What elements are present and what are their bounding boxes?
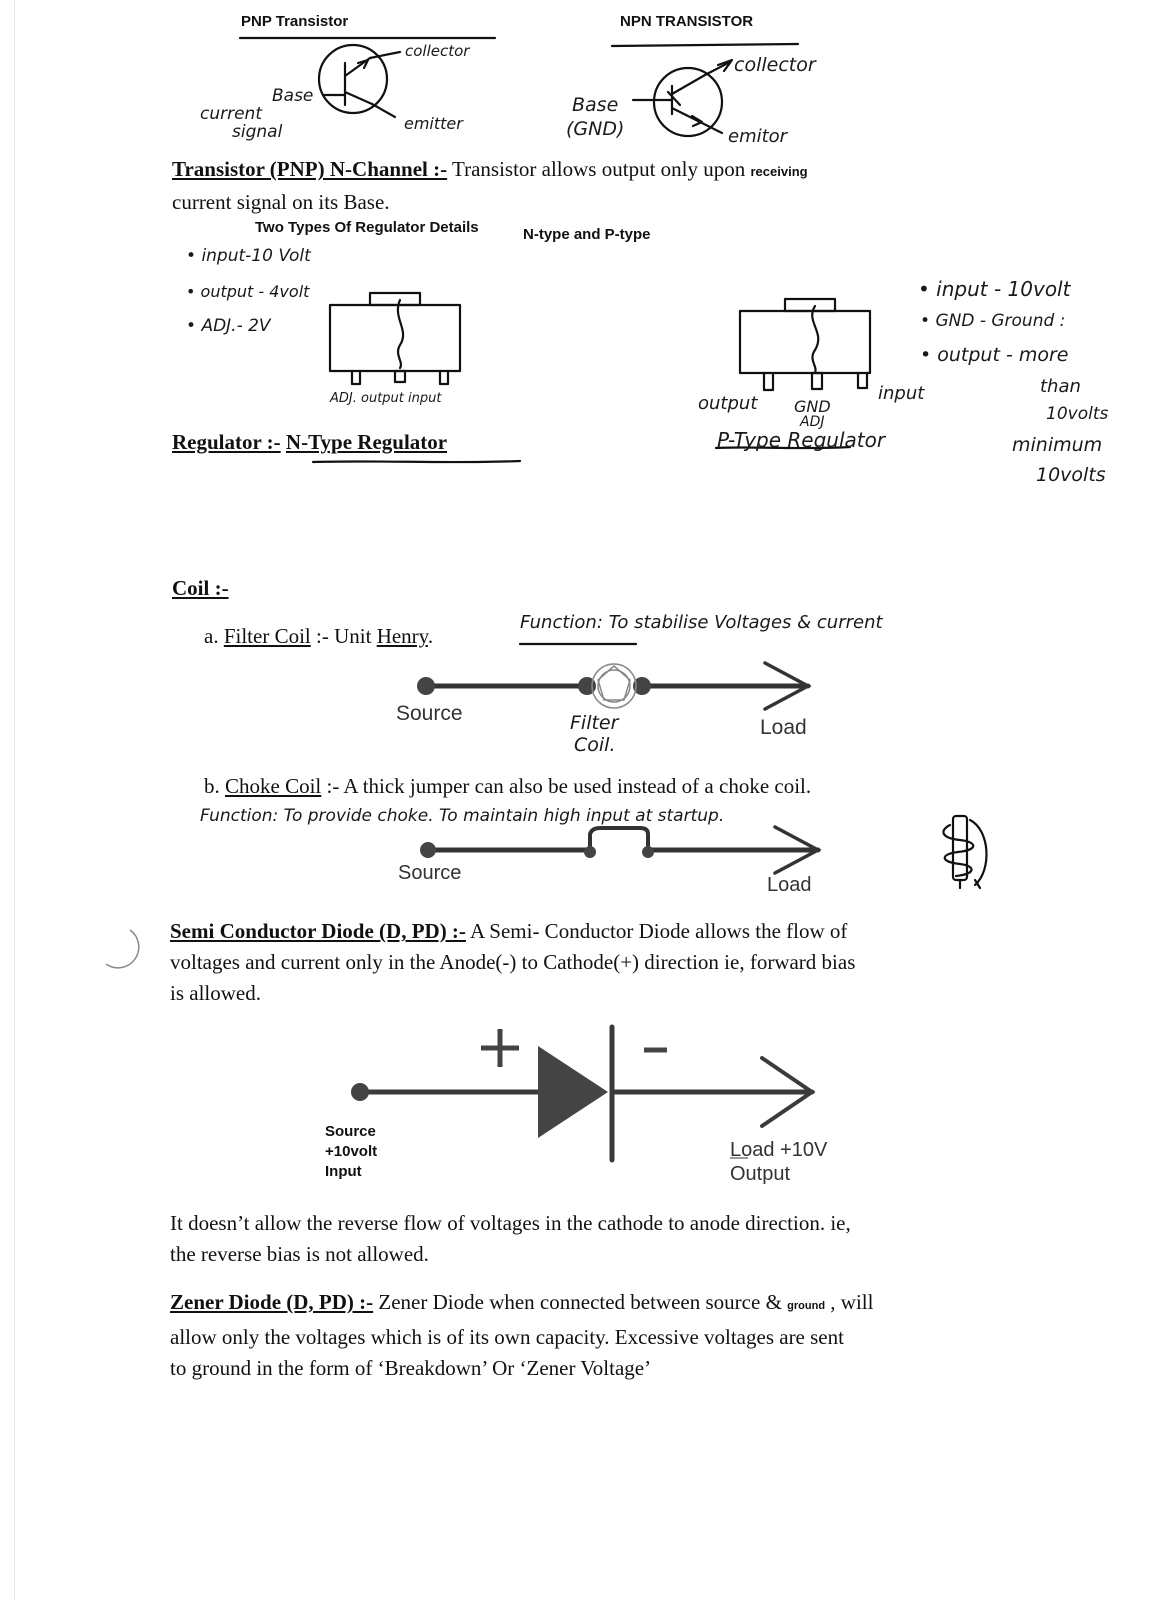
choke-coil-line: b. Choke Coil :- A thick jumper can also be used instead of a choke coil. — [204, 774, 812, 798]
npn-gnd-label: (GND) — [566, 118, 625, 140]
coil-heading: Coil :- — [172, 576, 229, 600]
blank-patch — [104, 503, 391, 553]
n-spec-adj: • ADJ.- 2V — [186, 316, 271, 336]
filter-load-label: Load — [760, 716, 807, 739]
zener-definition: Zener Diode (D, PD) :- Zener Diode when connected between source & ground , will allow only the voltages which is of its own capacity. Excessive voltages are sent to ground in the form of ‘Breakdown’ Or ‘Zener Voltage’ — [170, 1290, 874, 1380]
diode-load-label: Load +10V Output — [730, 1139, 828, 1185]
n-spec-output: • output - 4volt — [186, 282, 310, 301]
diode-polarity-signs — [481, 1029, 667, 1067]
n-pins-label: ADJ. output input — [330, 391, 442, 406]
diode-source-label: Source +10volt Input — [325, 1123, 378, 1180]
regulator-heading: Regulator :- N-Type Regulator — [172, 430, 448, 454]
p-pin-input: input — [878, 383, 925, 404]
pnp-title: PNP Transistor — [241, 13, 349, 30]
binder-hole-icon — [106, 930, 139, 968]
npn-emitter-label: emitor — [728, 126, 788, 147]
p-spec-than: than — [1040, 376, 1081, 397]
p-type-label: P-Type Regulator — [717, 428, 886, 452]
p-spec-10volts: 10volts — [1046, 404, 1109, 424]
diode-heading: Semi Conductor Diode (D, PD) :- — [170, 919, 466, 943]
p-spec-min-10volts: 10volts — [1036, 464, 1106, 486]
diode-triangle-icon — [538, 1046, 608, 1138]
pnp-signal-label: signal — [232, 122, 283, 142]
p-spec-gnd: • GND - Ground : — [920, 311, 1066, 331]
pnp-base-label: Base — [272, 86, 314, 106]
transistor-definition — [172, 154, 1072, 218]
filter-source-label: Source — [396, 702, 463, 725]
choke-load-label: Load — [767, 874, 812, 896]
filter-coil-label-1: Filter — [570, 712, 619, 734]
p-spec-minimum: minimum — [1012, 434, 1103, 456]
filter-coil-line: a. Filter Coil :- Unit Henry. — [204, 624, 434, 648]
p-pin-gnd: GND — [794, 397, 831, 416]
zener-ground: ground — [787, 1300, 826, 1312]
filter-function: Function: To stabilise Voltages & current — [520, 612, 883, 633]
npn-base-label: Base — [572, 94, 619, 116]
p-spec-input: • input - 10volt — [918, 277, 1071, 301]
n-regulator-icon — [330, 293, 460, 384]
transistor-text-1: Transistor allows output only upon — [447, 157, 751, 181]
n-spec-input: • input-10 Volt — [186, 246, 311, 266]
n-p-type-label: N-type and P-type — [523, 226, 651, 243]
pnp-current-label: current — [200, 104, 262, 124]
filter-coil-label-2: Coil. — [574, 734, 616, 756]
p-pin-adj: ADJ — [800, 414, 825, 430]
npn-collector-label: collector — [734, 54, 816, 76]
pnp-symbol-icon — [319, 45, 400, 117]
filter-coil-icon — [592, 664, 636, 708]
transistor-receiving: receiving — [750, 164, 808, 179]
zener-heading: Zener Diode (D, PD) :- — [170, 1290, 374, 1314]
pnp-collector-label: collector — [405, 42, 470, 60]
choke-source-label: Source — [398, 862, 462, 884]
choke-coil-icon — [943, 816, 986, 888]
pnp-emitter-label: emitter — [404, 114, 463, 133]
transistor-heading: Transistor (PNP) N-Channel :- — [172, 157, 448, 181]
choke-coil-diagram — [428, 827, 818, 873]
two-types-label: Two Types Of Regulator Details — [255, 219, 479, 236]
diode-reverse-text: It doesn’t allow the reverse flow of voltages in the cathode to anode direction. ie, the reverse bias is not allowed. — [170, 1211, 851, 1266]
choke-function: Function: To provide choke. To maintain high input at startup. — [200, 806, 725, 826]
npn-symbol-icon — [633, 60, 732, 136]
diode-definition: Semi Conductor Diode (D, PD) :- A Semi- Conductor Diode allows the flow of voltages and current only in the Anode(-) to Cathode(+) direction ie, forward bias is allowed. — [170, 919, 856, 1005]
p-spec-output: • output - more — [920, 344, 1069, 366]
npn-title: NPN TRANSISTOR — [620, 13, 754, 30]
transistor-text-2: current signal on its Base. — [172, 190, 390, 214]
p-pin-output: output — [698, 393, 758, 414]
npn-title-underline — [612, 44, 798, 46]
p-regulator-icon — [740, 299, 870, 390]
